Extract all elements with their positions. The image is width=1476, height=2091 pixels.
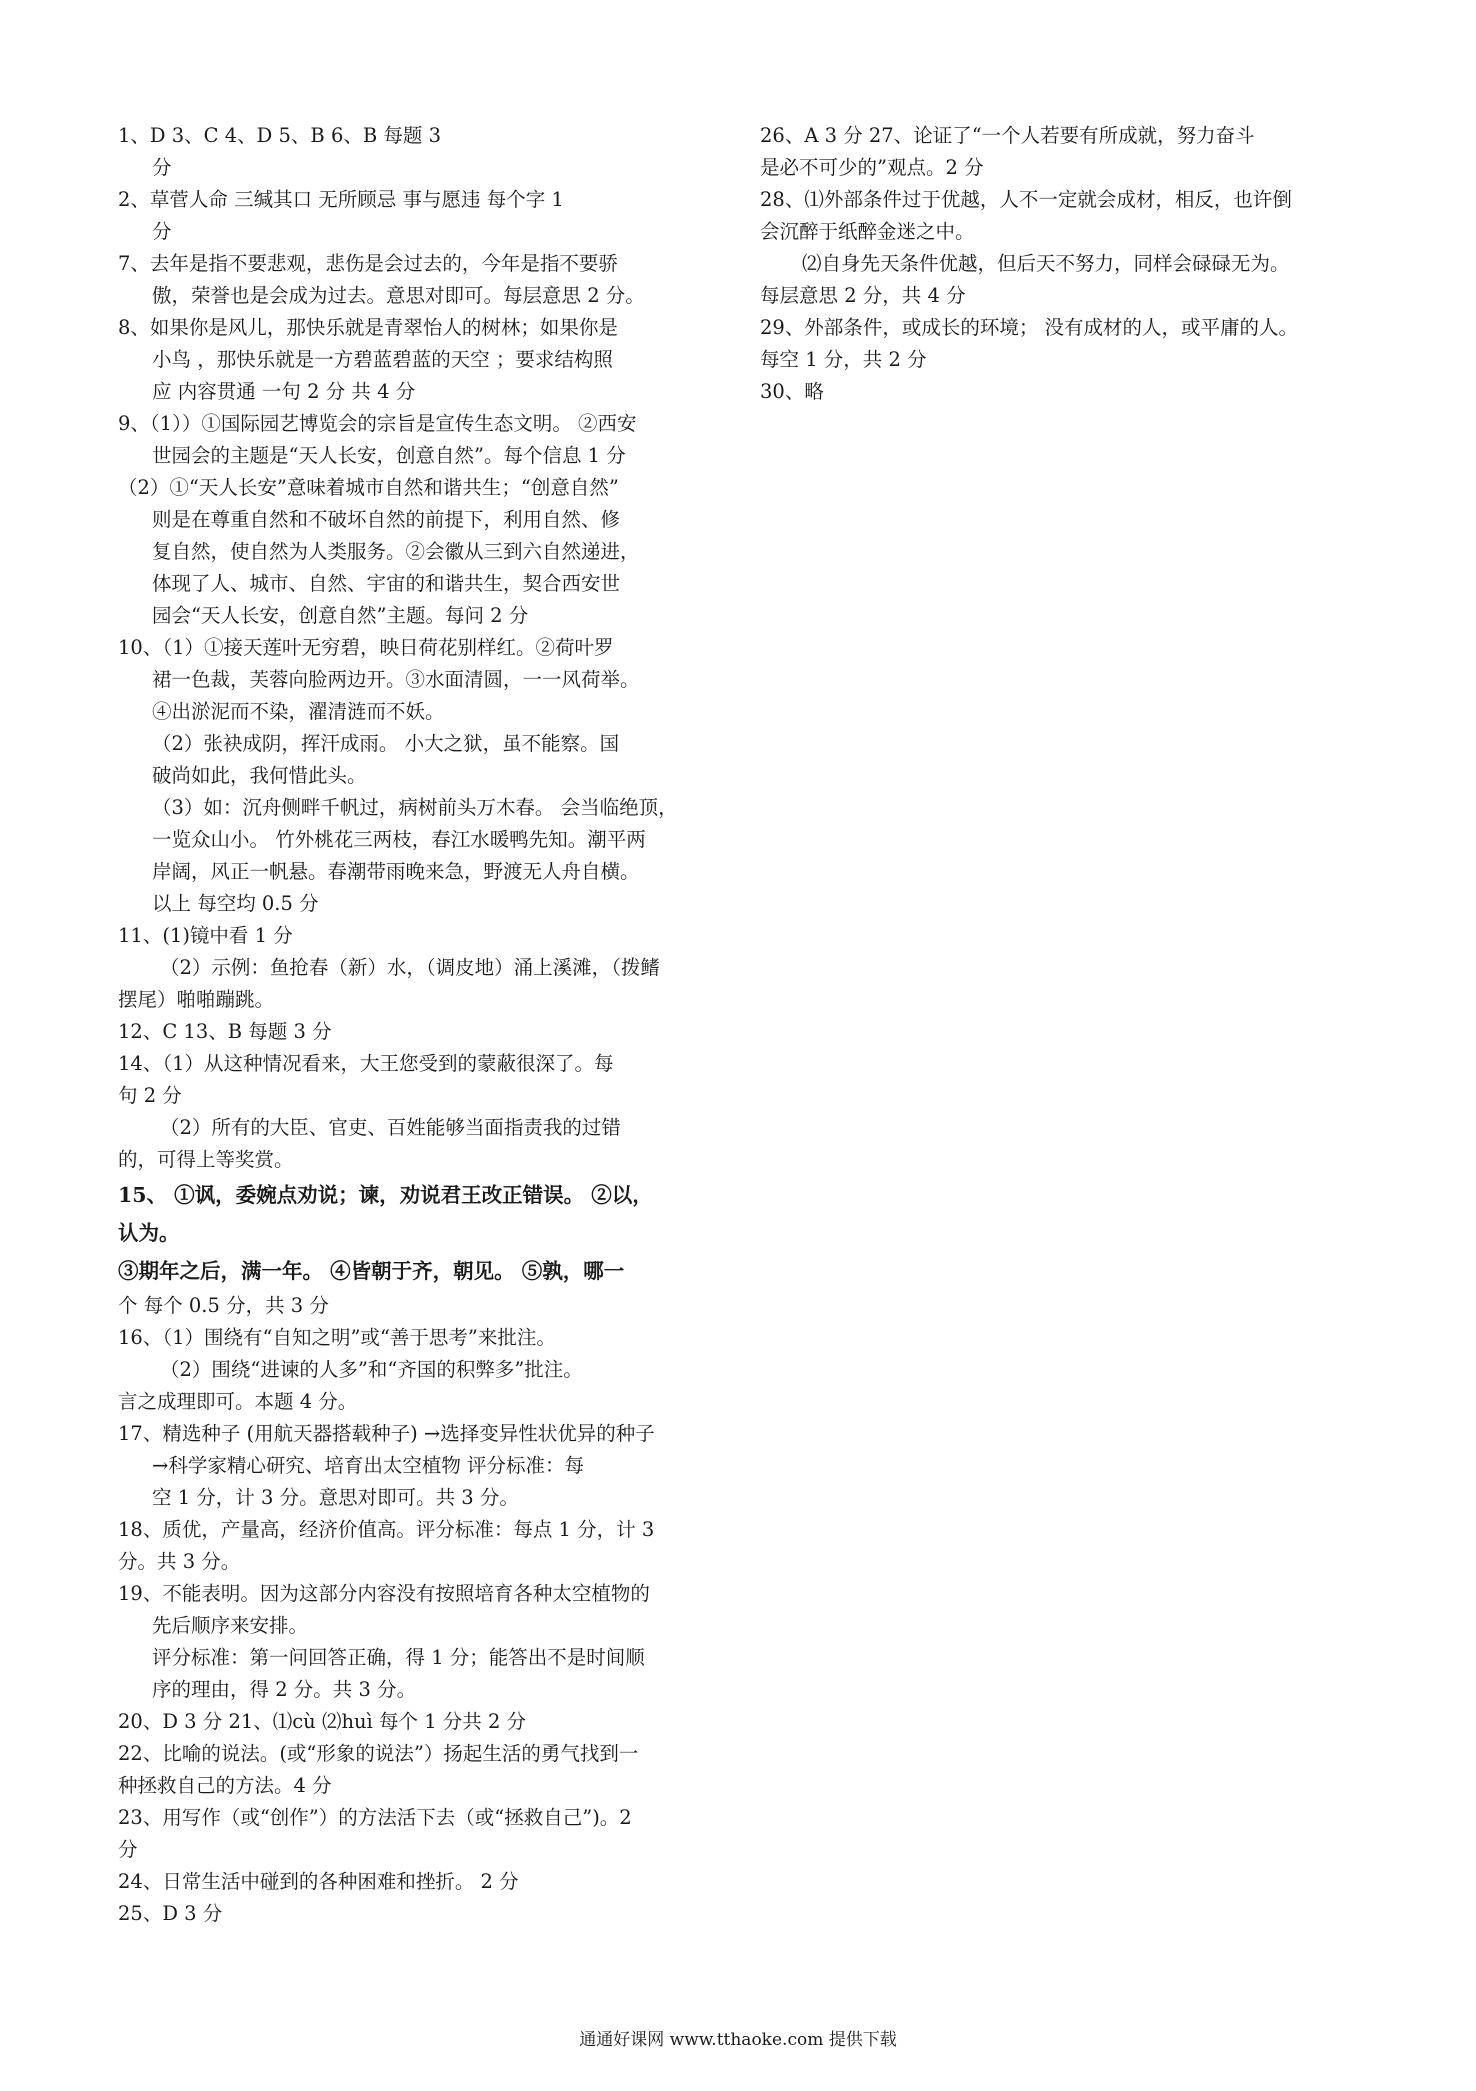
answer-line: 20、D 3 分 21、⑴cù ⑵huì 每个 1 分共 2 分 xyxy=(118,1710,527,1733)
page-footer: 通通好课网 www.tthaoke.com 提供下载 xyxy=(579,2030,897,2050)
answer-line: 14、（1）从这种情况看来，大王您受到的蒙蔽很深了。每 xyxy=(118,1052,614,1075)
answer-line: （3）如：沉舟侧畔千帆过，病树前头万木春。 会当临绝顶， xyxy=(152,796,678,819)
answer-line: 18、质优，产量高，经济价值高。评分标准：每点 1 分，计 3 xyxy=(118,1518,655,1541)
answer-line: 22、比喻的说法。(或“形象的说法”）扬起生活的勇气找到一 xyxy=(118,1742,639,1765)
answer-line: 言之成理即可。本题 4 分。 xyxy=(118,1390,358,1413)
answer-line: →科学家精心研究、培育出太空植物 评分标准：每 xyxy=(152,1454,585,1477)
answer-line: 9、（1））①国际园艺博览会的宗旨是宣传生态文明。 ②西安 xyxy=(118,412,637,435)
answer-line: 24、日常生活中碰到的各种困难和挫折。 2 分 xyxy=(118,1870,519,1893)
answer-line: 摆尾）啪啪蹦跳。 xyxy=(118,988,275,1011)
answer-line: 分 xyxy=(152,220,172,243)
answer-line: 评分标准：第一问回答正确，得 1 分；能答出不是时间顺 xyxy=(152,1646,645,1669)
answer-line: 29、外部条件，或成长的环境； 没有成材的人，或平庸的人。 xyxy=(760,316,1299,339)
answer-line: （2）示例：鱼抢春（新）水，（调皮地）涌上溪滩，（拨鳍 xyxy=(160,956,660,979)
answer-line: 8、如果你是风儿，那快乐就是青翠怡人的树林；如果你是 xyxy=(118,316,618,339)
answer-line: （2）所有的大臣、官吏、百姓能够当面指责我的过错 xyxy=(160,1116,621,1139)
answer-line: 17、精选种子 (用航天器搭载种子) →选择变异性状优异的种子 xyxy=(118,1422,655,1445)
answer-line: 句 2 分 xyxy=(118,1084,182,1107)
answer-line: 15、 ①讽，委婉点劝说；谏，劝说君王改正错误。 ②以， xyxy=(118,1183,653,1207)
answer-line: 会沉醉于纸醉金迷之中。 xyxy=(760,220,975,243)
answer-line: 28、⑴外部条件过于优越，人不一定就会成材，相反，也许倒 xyxy=(760,188,1292,211)
answer-line: 10、（1）①接天莲叶无穷碧，映日荷花别样红。②荷叶罗 xyxy=(118,636,614,659)
answer-line: 每空 1 分，共 2 分 xyxy=(760,348,927,371)
answer-line: 应 内容贯通 一句 2 分 共 4 分 xyxy=(152,380,416,403)
answer-line: 园会“天人长安，创意自然”主题。每问 2 分 xyxy=(152,604,529,627)
answer-line: 空 1 分，计 3 分。意思对即可。共 3 分。 xyxy=(152,1486,519,1509)
answer-line: 分 xyxy=(118,1838,138,1861)
answer-line: （2）①“天人长安”意味着城市自然和谐共生；“创意自然” xyxy=(118,476,619,499)
answer-line: 是必不可少的”观点。2 分 xyxy=(760,156,984,179)
answer-line: 一览众山小。 竹外桃花三两枝，春江水暖鸭先知。潮平两 xyxy=(152,828,646,851)
answer-line: 的，可得上等奖赏。 xyxy=(118,1148,294,1171)
answer-line: 分。共 3 分。 xyxy=(118,1550,241,1573)
answer-line: 分 xyxy=(152,156,172,179)
answer-line: ⑵自身先天条件优越，但后天不努力，同样会碌碌无为。 xyxy=(802,252,1290,275)
answer-line: 小鸟 ，那快乐就是一方碧蓝碧蓝的天空 ；要求结构照 xyxy=(152,348,613,371)
answer-line: 傲，荣誉也是会成为过去。意思对即可。每层意思 2 分。 xyxy=(152,284,645,307)
answer-line: 复自然，使自然为人类服务。②会徽从三到六自然递进， xyxy=(152,540,640,563)
answer-line: 12、C 13、B 每题 3 分 xyxy=(118,1020,332,1043)
answer-line: 25、D 3 分 xyxy=(118,1902,223,1925)
answer-line: 1、D 3、C 4、D 5、B 6、B 每题 3 xyxy=(118,124,441,147)
answer-line: 每层意思 2 分，共 4 分 xyxy=(760,284,966,307)
answer-line: 体现了人、城市、自然、宇宙的和谐共生，契合西安世 xyxy=(152,572,621,595)
answer-line: 26、A 3 分 27、论证了“一个人若要有所成就，努力奋斗 xyxy=(760,124,1255,147)
answer-line: 先后顺序来安排。 xyxy=(152,1614,309,1637)
answer-line: 破尚如此，我何惜此头。 xyxy=(152,764,367,787)
answer-line: （2）围绕“进谏的人多”和“齐国的积弊多”批注。 xyxy=(160,1358,583,1381)
answer-line: ③期年之后，满一年。 ④皆朝于齐，朝见。 ⑤孰，哪一 xyxy=(118,1259,625,1283)
left-column xyxy=(118,120,724,1930)
answer-line: 16、（1）围绕有“自知之明”或“善于思考”来批注。 xyxy=(118,1326,556,1349)
answer-line: ④出淤泥而不染，濯清涟而不妖。 xyxy=(152,700,445,723)
answer-line: 裙一色裁，芙蓉向脸两边开。③水面清圆，一一风荷举。 xyxy=(152,668,640,691)
answer-line: 序的理由，得 2 分。共 3 分。 xyxy=(152,1678,417,1701)
answer-line: 个 每个 0.5 分，共 3 分 xyxy=(118,1294,329,1317)
answer-line: 2、草菅人命 三缄其口 无所顾忌 事与愿违 每个字 1 xyxy=(118,188,564,211)
right-column xyxy=(760,120,1380,408)
answer-line: 7、去年是指不要悲观，悲伤是会过去的，今年是指不要骄 xyxy=(118,252,618,275)
answer-line: 11、(1)镜中看 1 分 xyxy=(118,924,293,947)
answer-line: 以上 每空均 0.5 分 xyxy=(152,892,319,915)
answer-line: 岸阔，风正一帆悬。春潮带雨晚来急，野渡无人舟自横。 xyxy=(152,860,640,883)
answer-line: 则是在尊重自然和不破坏自然的前提下，利用自然、修 xyxy=(152,508,621,531)
answer-line: 23、用写作（或“创作”）的方法活下去（或“拯救自己”)。2 xyxy=(118,1806,632,1829)
answer-line: 认为。 xyxy=(118,1221,180,1245)
answer-line: 19、不能表明。因为这部分内容没有按照培育各种太空植物的 xyxy=(118,1582,650,1605)
answer-line: （2）张袂成阴，挥汗成雨。 小大之狱，虽不能察。国 xyxy=(152,732,620,755)
answer-line: 30、略 xyxy=(760,380,824,403)
answer-line: 种拯救自己的方法。4 分 xyxy=(118,1774,332,1797)
answer-line: 世园会的主题是“天人长安，创意自然”。每个信息 1 分 xyxy=(152,444,626,467)
